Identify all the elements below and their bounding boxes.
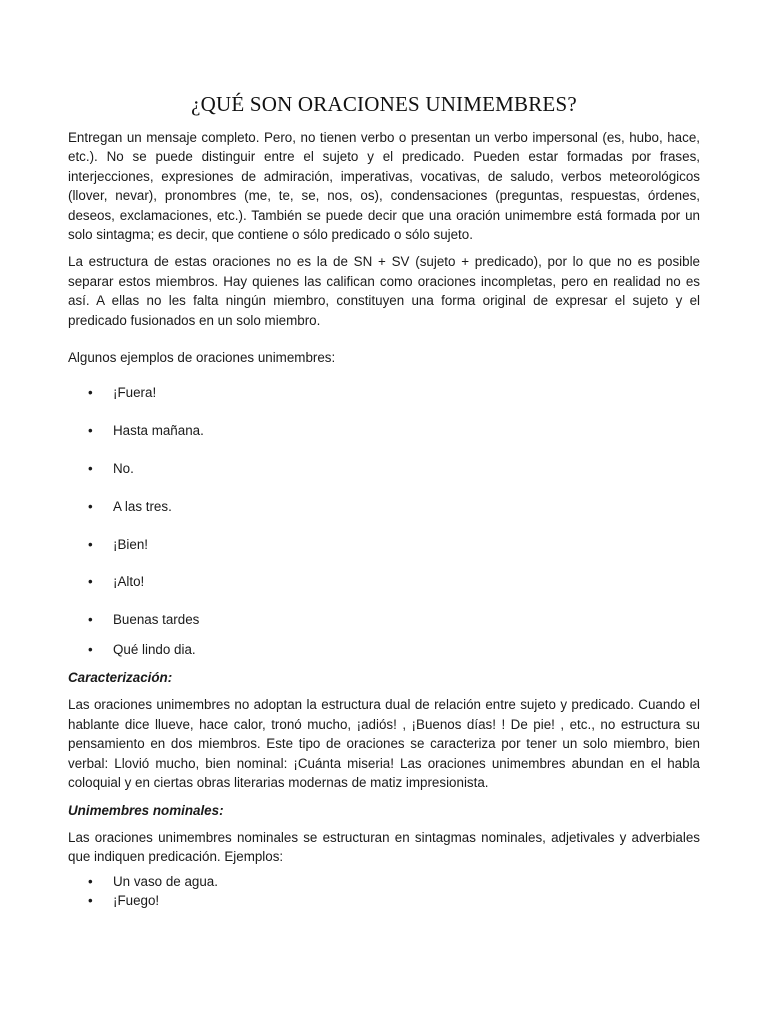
document-page <box>68 92 700 911</box>
list-item-text: A las tres. <box>113 498 172 514</box>
list-item <box>68 497 700 516</box>
list-item <box>68 891 700 910</box>
list-item-text: Hasta mañana. <box>113 423 204 439</box>
examples-intro: Algunos ejemplos de oraciones unimembres: <box>68 350 336 366</box>
list-item <box>68 640 700 659</box>
list-item-text: ¡Bien! <box>113 536 148 552</box>
structure-paragraph: La estructura de estas oraciones no es la de SN + SV (sujeto + predicado), por lo que no es posible separar estos miembros. Hay quienes las califican como oraciones incompletas, pero en realidad no es así. A ellas no les falta ningún miembro, constituyen una forma original de expresar el sujeto y el predicado fusionados en un solo miembro. <box>68 254 700 328</box>
list-item <box>68 572 700 591</box>
list-item <box>68 421 700 440</box>
nominales-examples-list <box>68 872 700 911</box>
nominales-heading: Unimembres nominales: <box>68 802 224 818</box>
list-item-text: ¡Fuera! <box>113 385 157 401</box>
bullet-icon: • <box>88 423 93 439</box>
list-item-text: No. <box>113 461 134 477</box>
list-item <box>68 459 700 478</box>
list-item <box>68 610 700 629</box>
list-item-text: Un vaso de agua. <box>113 873 218 889</box>
examples-list <box>68 383 700 659</box>
bullet-icon: • <box>88 536 93 552</box>
bullet-icon: • <box>88 574 93 590</box>
page-title: ¿QUÉ SON ORACIONES UNIMEMBRES? <box>191 92 577 116</box>
list-item-text: ¡Fuego! <box>113 893 160 909</box>
list-item <box>68 383 700 402</box>
bullet-icon: • <box>88 641 93 657</box>
list-item-text: ¡Alto! <box>113 574 145 590</box>
bullet-icon: • <box>88 873 93 889</box>
caracterizacion-paragraph: Las oraciones unimembres no adoptan la estructura dual de relación entre sujeto y predicado. Cuando el hablante dice llueve, hace calor, tronó mucho, ¡adiós! , ¡Buenos días! ! De pie! , etc., no estructura su pensamiento en dos miembros. Este tipo de oraciones se caracteriza por tener un solo miembro, bien verbal: Llovió mucho, bien nominal: ¡Cuánta miseria! Las oraciones unimembres abundan en el habla coloquial y en ciertas obras literarias modernas de matiz impresionista. <box>68 697 700 791</box>
list-item <box>68 872 700 891</box>
caracterizacion-heading: Caracterización: <box>68 670 173 686</box>
intro-paragraph: Entregan un mensaje completo. Pero, no tienen verbo o presentan un verbo impersonal (es, hubo, hace, etc.). No se puede distinguir entre el sujeto y el predicado. Pueden estar formadas por frases, interjecciones, expresiones de admiración, imperativas, vocativas, de saludo, verbos meteorológicos (llover, nevar), pronombres (me, te, se, nos, os), condensaciones (preguntas, respuestas, órdenes, deseos, exclamaciones, etc.). También se puede decir que una oración unimembre está formada por un solo sintagma; es decir, que contiene o sólo predicado o sólo sujeto. <box>68 130 700 243</box>
bullet-icon: • <box>88 612 93 628</box>
nominales-paragraph: Las oraciones unimembres nominales se estructuran en sintagmas nominales, adjetivales y adverbiales que indiquen predicación. Ejemplos: <box>68 829 700 865</box>
list-item-text: Buenas tardes <box>113 612 200 628</box>
bullet-icon: • <box>88 461 93 477</box>
list-item <box>68 535 700 554</box>
bullet-icon: • <box>88 893 93 909</box>
bullet-icon: • <box>88 385 93 401</box>
bullet-icon: • <box>88 498 93 514</box>
list-item-text: Qué lindo dia. <box>113 641 196 657</box>
